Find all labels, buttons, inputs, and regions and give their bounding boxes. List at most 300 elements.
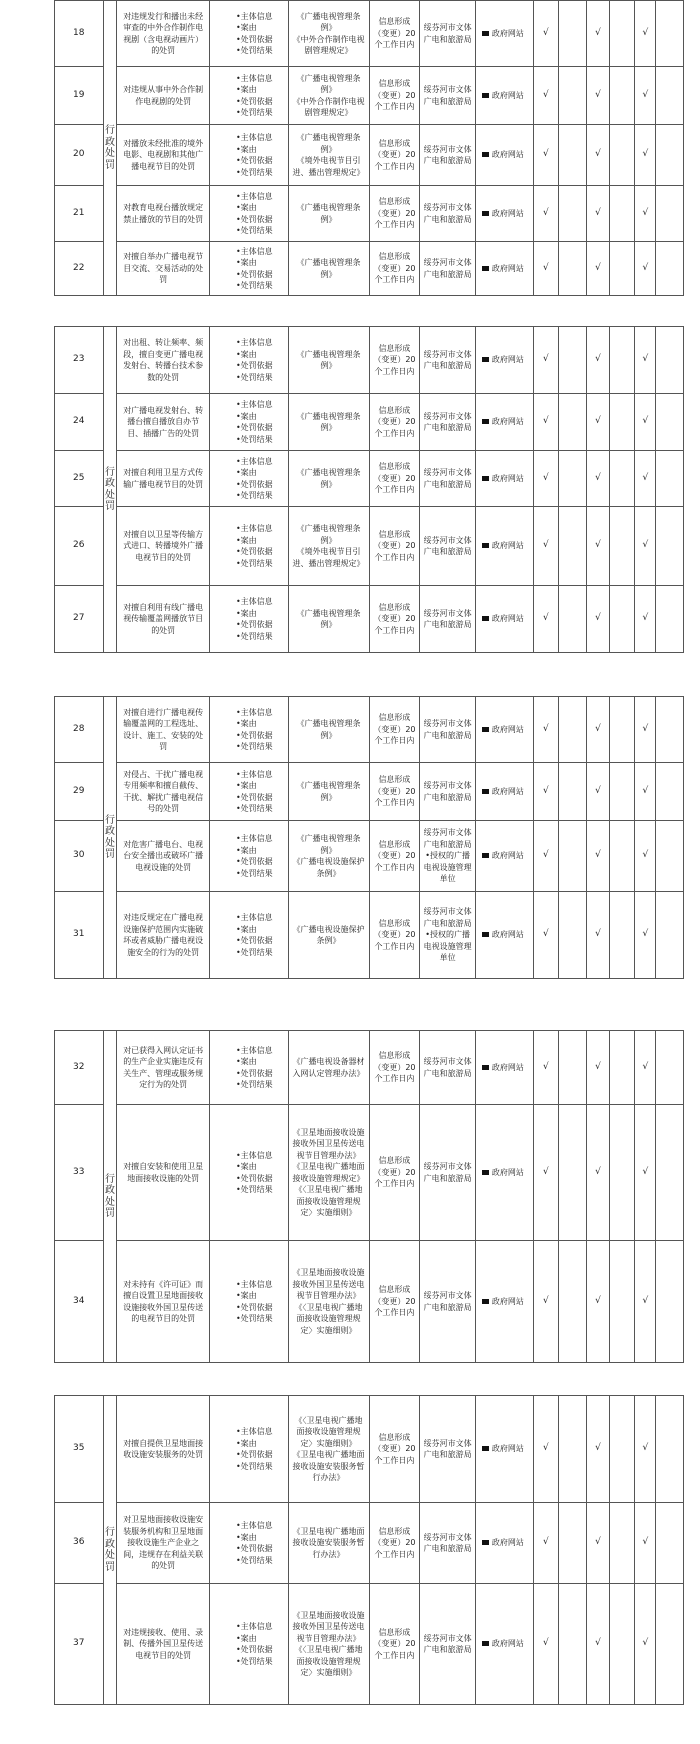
disclosure-timeline: 信息形成（变更）20个工作日内 <box>369 1584 420 1705</box>
content-item: •处罚结果 <box>235 868 273 878</box>
bullet-square-icon <box>482 1299 489 1304</box>
category-label <box>104 815 117 861</box>
check-mark-icon: √ <box>543 1443 549 1454</box>
content-item: •主体信息 <box>235 338 273 347</box>
category-char: 处 <box>105 148 115 159</box>
check-mark-icon: √ <box>595 89 601 100</box>
disclosure-content <box>209 892 288 979</box>
disclosure-subject: 绥芬河市文体广电和旅游局 <box>420 1031 476 1105</box>
channel-label: 政府网站 <box>491 786 524 796</box>
content-item: •主体信息 <box>235 1521 273 1530</box>
row-number: 20 <box>55 125 104 186</box>
check-cell <box>559 1503 587 1584</box>
disclosure-channel <box>475 394 533 451</box>
disclosure-channel <box>475 1031 533 1105</box>
content-item: •处罚依据 <box>235 792 273 802</box>
item-name: 对教育电视台播放规定禁止播放的节目的处罚 <box>117 186 210 242</box>
check-mark-icon: √ <box>595 1061 601 1072</box>
content-item: •处罚依据 <box>235 936 273 945</box>
legal-basis: 《广播电视管理条例》 <box>288 763 369 821</box>
content-item: •案由 <box>235 411 257 421</box>
disclosure-channel <box>475 1 533 67</box>
check-mark-icon: √ <box>595 472 601 483</box>
check-cell <box>635 697 656 763</box>
check-cell <box>559 394 587 451</box>
table-row <box>55 1031 684 1105</box>
content-item: •案由 <box>235 719 257 728</box>
item-name: 对擅自以卫星等传输方式进口、转播境外广播电视节目的处罚 <box>117 507 210 586</box>
item-name: 对播放未经批准的境外电影、电视剧和其他广播电视节目的处罚 <box>117 125 210 186</box>
disclosure-timeline: 信息形成（变更）20个工作日内 <box>369 507 420 586</box>
legal-basis: 《卫星地面接收设施接收外国卫星传送电视节目管理办法》 《〈卫星电视广播地面接收设施管理规定〉实施细则》 <box>288 1584 369 1705</box>
disclosure-subject: 绥芬河市文体广电和旅游局 <box>420 394 476 451</box>
check-cell <box>533 1 558 67</box>
check-mark-icon: √ <box>642 472 649 483</box>
table-row <box>55 892 684 979</box>
content-item: •案由 <box>235 845 257 855</box>
category-cell <box>103 1031 117 1363</box>
check-cell <box>559 763 587 821</box>
channel-label: 政府网站 <box>491 417 524 427</box>
disclosure-channel <box>475 697 533 763</box>
check-mark-icon: √ <box>642 929 649 940</box>
channel-label: 政府网站 <box>491 1296 524 1306</box>
check-cell <box>610 763 635 821</box>
legal-basis: 《广播电视管理条例》 <box>288 451 369 507</box>
row-number: 25 <box>55 451 104 507</box>
disclosure-channel <box>475 507 533 586</box>
check-cell <box>656 186 684 242</box>
check-mark-icon: √ <box>642 89 649 100</box>
disclosure-content <box>209 1 288 67</box>
check-cell <box>533 1396 558 1503</box>
check-mark-icon: √ <box>595 785 601 796</box>
category-char: 处 <box>105 837 115 849</box>
check-cell <box>656 242 684 296</box>
check-mark-icon: √ <box>543 1295 549 1306</box>
channel-label: 政府网站 <box>491 1538 524 1548</box>
disclosure-channel <box>475 586 533 653</box>
row-number: 22 <box>55 242 104 296</box>
content-item: •处罚依据 <box>235 1450 273 1459</box>
content-item: •处罚结果 <box>235 742 273 751</box>
check-mark-icon: √ <box>543 1638 549 1649</box>
legal-basis: 《广播电视管理条例》 <box>288 697 369 763</box>
check-cell <box>656 67 684 125</box>
check-mark-icon: √ <box>642 416 649 427</box>
content-item: •案由 <box>235 23 257 32</box>
disclosure-content <box>209 1503 288 1584</box>
check-cell <box>533 1105 558 1241</box>
check-cell <box>533 1584 558 1705</box>
row-number: 27 <box>55 586 104 653</box>
check-cell <box>586 507 609 586</box>
check-cell <box>610 1241 635 1363</box>
check-mark-icon: √ <box>543 472 549 483</box>
check-mark-icon: √ <box>642 1166 649 1177</box>
disclosure-subject: 绥芬河市文体广电和旅游局 <box>420 763 476 821</box>
disclosure-content <box>209 242 288 296</box>
disclosure-subject: 绥芬河市文体广电和旅游局 <box>420 186 476 242</box>
channel-label: 政府网站 <box>491 150 524 160</box>
content-item: •处罚依据 <box>235 1302 273 1312</box>
check-cell <box>559 327 587 394</box>
disclosure-timeline: 信息形成（变更）20个工作日内 <box>369 763 420 821</box>
check-cell <box>610 1396 635 1503</box>
check-cell <box>635 242 656 296</box>
check-cell <box>635 1584 656 1705</box>
check-cell <box>586 67 609 125</box>
channel-label: 政府网站 <box>491 614 524 624</box>
legal-basis: 《卫星地面接收设施接收外国卫星传送电视节目管理办法》 《〈卫星电视广播地面接收设施管理规定〉实施细则》 <box>288 1241 369 1363</box>
check-cell <box>656 394 684 451</box>
row-number: 37 <box>55 1584 104 1705</box>
check-cell <box>610 186 635 242</box>
content-item: •处罚依据 <box>235 1068 273 1078</box>
legal-basis: 《广播电视管理条例》 《境外电视节目引进、播出管理规定》 <box>288 507 369 586</box>
check-cell <box>586 394 609 451</box>
check-cell <box>559 1031 587 1105</box>
check-cell <box>656 125 684 186</box>
check-cell <box>559 242 587 296</box>
check-mark-icon: √ <box>595 27 601 38</box>
check-cell <box>533 242 558 296</box>
content-item: •处罚结果 <box>235 558 273 568</box>
content-item: •案由 <box>235 535 257 545</box>
disclosure-subject: 绥芬河市文体广电和旅游局•授权的广播电视设施管理单位 <box>420 821 476 892</box>
check-cell <box>559 821 587 892</box>
check-cell <box>656 586 684 653</box>
category-char: 政 <box>105 478 115 489</box>
disclosure-table <box>54 326 684 653</box>
check-cell <box>559 125 587 186</box>
channel-label: 政府网站 <box>491 1167 524 1177</box>
check-mark-icon: √ <box>543 785 549 796</box>
content-item: •主体信息 <box>235 133 273 142</box>
content-item: •处罚依据 <box>235 1645 273 1654</box>
channel-label: 政府网站 <box>491 1444 524 1454</box>
check-mark-icon: √ <box>543 1061 549 1072</box>
content-item: •案由 <box>235 144 257 154</box>
check-cell <box>533 1031 558 1105</box>
check-mark-icon: √ <box>595 613 601 624</box>
check-cell <box>610 586 635 653</box>
channel-label: 政府网站 <box>491 1639 524 1649</box>
check-mark-icon: √ <box>543 262 549 273</box>
check-mark-icon: √ <box>543 27 549 38</box>
bullet-square-icon <box>482 853 489 858</box>
table-block <box>54 696 684 979</box>
check-cell <box>533 892 558 979</box>
bullet-square-icon <box>482 789 489 794</box>
content-item: •处罚依据 <box>235 857 273 866</box>
check-cell <box>559 507 587 586</box>
disclosure-subject: 绥芬河市文体广电和旅游局 <box>420 697 476 763</box>
content-item: •处罚结果 <box>235 1555 273 1565</box>
content-item: •案由 <box>235 1291 257 1300</box>
check-mark-icon: √ <box>642 1295 649 1306</box>
row-number: 21 <box>55 186 104 242</box>
table-row <box>55 327 684 394</box>
category-char: 政 <box>105 826 115 837</box>
check-cell <box>610 1584 635 1705</box>
check-mark-icon: √ <box>642 262 649 273</box>
channel-label: 政府网站 <box>491 355 524 365</box>
check-cell <box>559 67 587 125</box>
category-char: 处 <box>105 1550 115 1561</box>
check-cell <box>559 1105 587 1241</box>
check-cell <box>610 507 635 586</box>
table-row <box>55 1 684 67</box>
content-item: •处罚依据 <box>235 361 273 370</box>
item-name: 对违规从事中外合作制作电视剧的处罚 <box>117 67 210 125</box>
category-char: 政 <box>105 1538 115 1550</box>
disclosure-timeline: 信息形成（变更）20个工作日内 <box>369 1 420 67</box>
row-number: 34 <box>55 1241 104 1363</box>
row-number: 33 <box>55 1105 104 1241</box>
check-mark-icon: √ <box>595 850 601 861</box>
check-cell <box>656 1503 684 1584</box>
bullet-square-icon <box>482 1641 489 1646</box>
check-cell <box>610 697 635 763</box>
row-number: 32 <box>55 1031 104 1105</box>
check-cell <box>586 763 609 821</box>
item-name: 对擅自利用卫星方式传输广播电视节目的处罚 <box>117 451 210 507</box>
table-row <box>55 451 684 507</box>
content-item: •主体信息 <box>235 1150 273 1160</box>
disclosure-content <box>209 586 288 653</box>
disclosure-channel <box>475 821 533 892</box>
row-number: 18 <box>55 1 104 67</box>
disclosure-subject: 绥芬河市文体广电和旅游局 <box>420 327 476 394</box>
check-cell <box>610 1 635 67</box>
check-cell <box>586 242 609 296</box>
disclosure-timeline: 信息形成（变更）20个工作日内 <box>369 125 420 186</box>
item-name: 对擅自进行广播电视传输覆盖网的工程选址、设计、施工、安装的处罚 <box>117 697 210 763</box>
check-mark-icon: √ <box>543 723 549 734</box>
item-name: 对危害广播电台、电视台安全播出或破坏广播电视设施的处罚 <box>117 821 210 892</box>
disclosure-subject: 绥芬河市文体广电和旅游局 <box>420 1 476 67</box>
item-name: 对擅自利用有线广播电视传输覆盖网播放节目的处罚 <box>117 586 210 653</box>
bullet-square-icon <box>482 1446 489 1451</box>
table-block <box>54 1030 684 1363</box>
category-label <box>104 467 117 513</box>
content-item: •处罚结果 <box>235 804 273 813</box>
content-item: •主体信息 <box>235 456 273 466</box>
content-item: •主体信息 <box>235 769 273 779</box>
content-item: •处罚依据 <box>235 1173 273 1183</box>
check-mark-icon: √ <box>595 1443 601 1454</box>
content-item: •处罚结果 <box>235 108 273 117</box>
disclosure-timeline: 信息形成（变更）20个工作日内 <box>369 1031 420 1105</box>
bullet-square-icon <box>482 266 489 271</box>
content-item: •案由 <box>235 1057 257 1066</box>
table-row <box>55 1241 684 1363</box>
check-cell <box>656 451 684 507</box>
check-mark-icon: √ <box>595 416 601 427</box>
content-item: •主体信息 <box>235 597 273 606</box>
bullet-square-icon <box>482 932 489 937</box>
check-cell <box>533 67 558 125</box>
legal-basis: 《广播电视管理条例》 《中外合作制作电视剧管理规定》 <box>288 1 369 67</box>
content-item: •处罚依据 <box>235 423 273 432</box>
legal-basis: 《广播电视管理条例》 <box>288 394 369 451</box>
legal-basis: 《〈卫星电视广播地面接收设施管理规定〉实施细则》 《卫星电视广播地面接收设施安装服务暂行办法》 <box>288 1396 369 1503</box>
content-item: •处罚依据 <box>235 479 273 489</box>
check-cell <box>559 451 587 507</box>
legal-basis: 《广播电视管理条例》 《广播电视设施保护条例》 <box>288 821 369 892</box>
check-cell <box>635 451 656 507</box>
disclosure-content <box>209 451 288 507</box>
check-mark-icon: √ <box>595 1295 601 1306</box>
content-item: •主体信息 <box>235 73 273 83</box>
disclosure-subject: 绥芬河市文体广电和旅游局•授权的广播电视设施管理单位 <box>420 892 476 979</box>
disclosure-timeline: 信息形成（变更）20个工作日内 <box>369 327 420 394</box>
check-cell <box>533 1241 558 1363</box>
disclosure-content <box>209 394 288 451</box>
category-label <box>104 1174 117 1220</box>
content-item: •主体信息 <box>235 524 273 533</box>
content-item: •案由 <box>235 203 257 212</box>
check-cell <box>656 1031 684 1105</box>
content-item: •主体信息 <box>235 1279 273 1289</box>
check-cell <box>656 1396 684 1503</box>
content-item: •案由 <box>235 349 257 359</box>
disclosure-channel <box>475 1396 533 1503</box>
check-cell <box>533 821 558 892</box>
check-cell <box>533 186 558 242</box>
legal-basis: 《广播电视管理条例》 <box>288 327 369 394</box>
disclosure-subject: 绥芬河市文体广电和旅游局 <box>420 507 476 586</box>
check-mark-icon: √ <box>595 1638 601 1649</box>
check-cell <box>635 1503 656 1584</box>
category-char: 政 <box>105 1185 115 1196</box>
table-block <box>54 1395 684 1705</box>
check-cell <box>586 1105 609 1241</box>
content-item: •处罚依据 <box>235 269 273 279</box>
disclosure-content <box>209 327 288 394</box>
check-mark-icon: √ <box>642 1061 649 1072</box>
check-mark-icon: √ <box>543 207 549 218</box>
bullet-square-icon <box>482 543 489 548</box>
disclosure-channel <box>475 1105 533 1241</box>
check-cell <box>586 327 609 394</box>
check-cell <box>586 697 609 763</box>
check-mark-icon: √ <box>595 929 601 940</box>
check-cell <box>610 451 635 507</box>
category-char: 罚 <box>105 849 115 860</box>
category-char: 处 <box>105 489 115 501</box>
item-name: 对擅自提供卫星地面接收设施安装服务的处罚 <box>117 1396 210 1503</box>
table-row <box>55 1105 684 1241</box>
content-item: •处罚结果 <box>235 947 273 957</box>
check-mark-icon: √ <box>543 354 549 365</box>
row-number: 28 <box>55 697 104 763</box>
disclosure-channel <box>475 125 533 186</box>
check-cell <box>533 507 558 586</box>
channel-label: 政府网站 <box>491 851 524 861</box>
check-cell <box>586 186 609 242</box>
check-cell <box>635 763 656 821</box>
disclosure-content <box>209 67 288 125</box>
check-mark-icon: √ <box>642 1638 649 1649</box>
channel-label: 政府网站 <box>491 28 524 38</box>
content-item: •处罚结果 <box>235 1461 273 1471</box>
content-item: •主体信息 <box>235 400 273 409</box>
check-mark-icon: √ <box>543 613 549 624</box>
disclosure-subject: 绥芬河市文体广电和旅游局 <box>420 1584 476 1705</box>
check-mark-icon: √ <box>595 1166 601 1177</box>
content-item: •案由 <box>235 781 257 790</box>
category-label <box>104 1527 117 1573</box>
disclosure-content <box>209 821 288 892</box>
category-char: 行 <box>105 814 115 826</box>
category-cell <box>103 1396 117 1705</box>
check-cell <box>610 1105 635 1241</box>
check-cell <box>610 327 635 394</box>
item-name: 对广播电视发射台、转播台擅自播放自办节目、插播广告的处罚 <box>117 394 210 451</box>
check-cell <box>656 327 684 394</box>
check-mark-icon: √ <box>543 850 549 861</box>
check-mark-icon: √ <box>642 149 649 160</box>
content-item: •主体信息 <box>235 913 273 922</box>
disclosure-timeline: 信息形成（变更）20个工作日内 <box>369 242 420 296</box>
legal-basis: 《广播电视管理条例》 <box>288 242 369 296</box>
bullet-square-icon <box>482 357 489 362</box>
check-mark-icon: √ <box>543 540 549 551</box>
check-mark-icon: √ <box>642 354 649 365</box>
check-mark-icon: √ <box>642 540 649 551</box>
item-name: 对违规发行和播出未经审查的中外合作制作电视剧（含电视动画片）的处罚 <box>117 1 210 67</box>
table-block <box>54 0 684 296</box>
channel-label: 政府网站 <box>491 473 524 483</box>
content-item: •案由 <box>235 1438 257 1448</box>
check-mark-icon: √ <box>543 1537 549 1548</box>
content-item: •处罚结果 <box>235 1314 273 1323</box>
check-cell <box>635 1396 656 1503</box>
bullet-square-icon <box>482 419 489 424</box>
table-row <box>55 1503 684 1584</box>
category-cell <box>103 1 117 296</box>
disclosure-subject: 绥芬河市文体广电和旅游局 <box>420 1503 476 1584</box>
table-row <box>55 394 684 451</box>
check-cell <box>559 1241 587 1363</box>
content-item: •处罚依据 <box>235 620 273 629</box>
disclosure-content <box>209 697 288 763</box>
content-item: •处罚结果 <box>235 167 273 177</box>
check-cell <box>635 186 656 242</box>
disclosure-channel <box>475 892 533 979</box>
content-item: •案由 <box>235 608 257 618</box>
bullet-square-icon <box>482 727 489 732</box>
check-mark-icon: √ <box>595 149 601 160</box>
disclosure-content <box>209 1396 288 1503</box>
bullet-square-icon <box>482 152 489 157</box>
row-number: 29 <box>55 763 104 821</box>
disclosure-channel <box>475 186 533 242</box>
table-row <box>55 186 684 242</box>
check-mark-icon: √ <box>595 262 601 273</box>
bullet-square-icon <box>482 211 489 216</box>
content-item: •处罚结果 <box>235 372 273 382</box>
table-block <box>54 326 684 653</box>
legal-basis: 《广播电视设施保护条例》 <box>288 892 369 979</box>
item-name: 对未持有《许可证》而擅自设置卫星地面接收设施接收外国卫星传送的电视节目的处罚 <box>117 1241 210 1363</box>
check-cell <box>559 697 587 763</box>
category-cell <box>103 697 117 979</box>
channel-label: 政府网站 <box>491 90 524 100</box>
bullet-square-icon <box>482 93 489 98</box>
